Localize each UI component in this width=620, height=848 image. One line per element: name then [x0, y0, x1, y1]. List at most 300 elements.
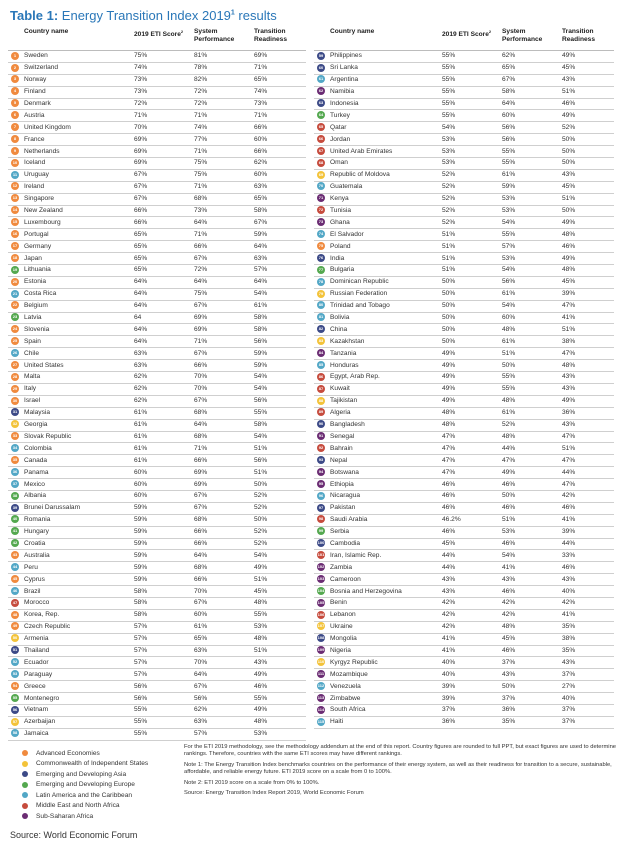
eti-cell: 50% — [442, 336, 502, 348]
country-cell: Jordan — [330, 134, 442, 146]
country-cell: Botswana — [330, 467, 442, 479]
region-dot-icon: 9 — [11, 147, 19, 155]
table-row — [8, 98, 306, 110]
rank-cell — [314, 443, 330, 455]
system-cell: 48% — [502, 324, 562, 336]
country-cell: Israel — [24, 395, 134, 407]
system-cell: 61% — [502, 288, 562, 300]
eti-cell: 63% — [134, 360, 194, 372]
eti-cell: 52% — [442, 217, 502, 229]
eti-cell: 62% — [134, 372, 194, 384]
table-row — [8, 704, 306, 716]
readiness-cell: 46% — [562, 562, 614, 574]
readiness-cell: 40% — [562, 586, 614, 598]
legend-label: Middle East and North Africa — [36, 802, 120, 810]
system-cell: 64% — [194, 217, 254, 229]
table-row — [314, 609, 614, 621]
table-row — [8, 193, 306, 205]
table-row — [314, 300, 614, 312]
region-dot-icon: 29 — [12, 385, 18, 391]
eti-cell: 64% — [134, 336, 194, 348]
country-cell: Jamaica — [24, 728, 134, 740]
region-legend — [22, 748, 182, 822]
table-row — [314, 193, 614, 205]
table-row — [8, 253, 306, 265]
readiness-cell: 52% — [254, 490, 306, 502]
eti-cell: 62% — [134, 383, 194, 395]
readiness-cell: 58% — [254, 419, 306, 431]
table-row — [314, 574, 614, 586]
readiness-cell: 43% — [562, 372, 614, 384]
region-dot-icon: 105 — [317, 599, 325, 605]
region-dot-icon: 69 — [318, 171, 324, 177]
readiness-cell: 60% — [254, 134, 306, 146]
table-row — [314, 597, 614, 609]
system-cell: 46% — [502, 586, 562, 598]
table-row — [8, 122, 306, 134]
table-row — [314, 265, 614, 277]
readiness-cell: 43% — [562, 419, 614, 431]
rank-cell — [8, 324, 24, 336]
table-row — [8, 574, 306, 586]
readiness-cell: 59% — [254, 348, 306, 360]
rank-cell — [8, 360, 24, 372]
eti-cell: 58% — [134, 609, 194, 621]
rank-cell — [314, 360, 330, 372]
readiness-cell: 37% — [562, 704, 614, 716]
readiness-cell: 65% — [254, 193, 306, 205]
readiness-cell: 46% — [562, 241, 614, 253]
eti-cell: 42% — [442, 597, 502, 609]
legend-dot-icon — [22, 761, 28, 767]
country-cell: Bahrain — [330, 443, 442, 455]
region-dot-icon: 88 — [318, 397, 324, 403]
eti-cell: 62% — [134, 395, 194, 407]
country-cell: Germany — [24, 241, 134, 253]
table-row — [8, 62, 306, 74]
region-dot-icon: 31 — [12, 409, 18, 415]
readiness-cell: 62% — [254, 158, 306, 170]
country-cell: Switzerland — [24, 62, 134, 74]
rank-cell — [8, 574, 24, 586]
rank-cell — [8, 443, 24, 455]
table-row — [8, 158, 306, 170]
table-row — [8, 562, 306, 574]
table-row — [8, 479, 306, 491]
country-cell: Portugal — [24, 229, 134, 241]
eti-cell: 73% — [134, 86, 194, 98]
table-row — [314, 669, 614, 681]
readiness-cell: 58% — [254, 324, 306, 336]
readiness-cell: 54% — [254, 288, 306, 300]
table-row — [314, 383, 614, 395]
country-cell: Haiti — [330, 716, 442, 728]
table-row — [314, 253, 614, 265]
eti-cell: 49% — [442, 348, 502, 360]
system-cell: 53% — [502, 253, 562, 265]
eti-cell: 51% — [442, 253, 502, 265]
system-cell: 48% — [502, 395, 562, 407]
eti-cell: 67% — [134, 193, 194, 205]
readiness-cell: 52% — [562, 122, 614, 134]
system-cell: 35% — [502, 716, 562, 728]
readiness-cell: 59% — [254, 360, 306, 372]
rank-cell — [314, 158, 330, 170]
readiness-cell: 54% — [254, 372, 306, 384]
region-dot-icon: 91 — [318, 433, 324, 439]
system-cell: 82% — [194, 74, 254, 86]
rank-cell — [8, 181, 24, 193]
region-dot-icon: 34 — [12, 445, 18, 451]
table-row — [314, 276, 614, 288]
system-cell: 69% — [194, 467, 254, 479]
rank-cell — [8, 645, 24, 657]
system-cell: 66% — [194, 538, 254, 550]
eti-cell: 60% — [134, 490, 194, 502]
readiness-cell: 51% — [562, 193, 614, 205]
eti-cell: 56% — [134, 693, 194, 705]
region-dot-icon: 56 — [12, 706, 18, 712]
readiness-cell: 46% — [562, 98, 614, 110]
rank-cell — [8, 479, 24, 491]
country-cell: Tanzania — [330, 348, 442, 360]
eti-cell: 55% — [134, 716, 194, 728]
readiness-cell: 63% — [254, 253, 306, 265]
eti-cell: 50% — [442, 324, 502, 336]
table-row — [314, 98, 614, 110]
rank-cell — [8, 669, 24, 681]
eti-cell: 73% — [134, 74, 194, 86]
eti-cell: 63% — [134, 348, 194, 360]
rank-cell — [8, 621, 24, 633]
rank-cell — [314, 300, 330, 312]
table-row — [314, 146, 614, 158]
table-row — [8, 621, 306, 633]
table-row — [8, 693, 306, 705]
country-cell: Nepal — [330, 455, 442, 467]
table-row — [8, 467, 306, 479]
table-row — [8, 514, 306, 526]
rank-cell — [8, 74, 24, 86]
system-cell: 68% — [194, 193, 254, 205]
readiness-cell: 48% — [562, 265, 614, 277]
region-dot-icon: 51 — [12, 647, 18, 653]
region-dot-icon: 97 — [318, 504, 324, 510]
eti-cell: 65% — [134, 241, 194, 253]
table-row — [314, 514, 614, 526]
eti-cell: 42% — [442, 609, 502, 621]
table-row — [314, 312, 614, 324]
system-cell: 64% — [502, 98, 562, 110]
rank-cell — [314, 479, 330, 491]
table-title-text: Energy Transition Index 2019 — [61, 8, 231, 23]
readiness-cell: 46% — [254, 681, 306, 693]
system-cell: 67% — [194, 597, 254, 609]
region-dot-icon: 62 — [318, 88, 324, 94]
country-cell: Singapore — [24, 193, 134, 205]
rank-cell — [8, 217, 24, 229]
rank-cell — [8, 455, 24, 467]
note-2: Note 2: ETI 2019 score on a scale from 0% to 100%. — [184, 779, 320, 786]
rank-cell — [8, 348, 24, 360]
country-cell: Venezuela — [330, 681, 442, 693]
rank-cell — [8, 276, 24, 288]
region-dot-icon: 106 — [317, 611, 325, 617]
rank-cell — [314, 609, 330, 621]
eti-cell: 57% — [134, 645, 194, 657]
system-cell: 56% — [502, 134, 562, 146]
region-dot-icon: 79 — [318, 290, 324, 296]
eti-cell: 46% — [442, 526, 502, 538]
readiness-cell: 51% — [254, 467, 306, 479]
country-cell: Guatemala — [330, 181, 442, 193]
rank-cell — [8, 419, 24, 431]
rank-cell — [314, 431, 330, 443]
legend-item — [22, 769, 182, 780]
system-cell: 53% — [502, 526, 562, 538]
rank-cell — [8, 110, 24, 122]
table-row — [314, 217, 614, 229]
eti-cell: 46% — [442, 502, 502, 514]
table-title-label: Table 1: — [10, 8, 59, 23]
country-cell: Cambodia — [330, 538, 442, 550]
country-cell: Cyprus — [24, 574, 134, 586]
rank-cell — [314, 348, 330, 360]
country-cell: Brazil — [24, 586, 134, 598]
eti-cell: 46% — [442, 479, 502, 491]
readiness-header: Transition Readiness — [562, 28, 614, 51]
rank-cell — [314, 276, 330, 288]
region-dot-icon: 111 — [317, 671, 325, 676]
rank-cell — [314, 526, 330, 538]
rank-cell — [8, 122, 24, 134]
system-cell: 67% — [194, 395, 254, 407]
country-cell: Qatar — [330, 122, 442, 134]
rank-cell — [314, 253, 330, 265]
system-cell: 75% — [194, 288, 254, 300]
rank-cell — [8, 146, 24, 158]
system-cell: 54% — [502, 217, 562, 229]
region-dot-icon: 85 — [318, 361, 324, 367]
eti-cell: 53% — [442, 146, 502, 158]
eti-cell: 44% — [442, 562, 502, 574]
table-row — [8, 360, 306, 372]
country-cell: Bolivia — [330, 312, 442, 324]
system-cell: 54% — [502, 265, 562, 277]
system-cell: 66% — [194, 241, 254, 253]
rank-cell — [8, 193, 24, 205]
system-cell: 70% — [194, 586, 254, 598]
eti-cell: 50% — [442, 276, 502, 288]
legend-item — [22, 801, 182, 812]
system-cell: 61% — [502, 336, 562, 348]
region-dot-icon: 78 — [318, 278, 324, 284]
table-row — [314, 526, 614, 538]
region-dot-icon: 5 — [11, 99, 19, 107]
notes — [184, 744, 616, 800]
rank-cell — [8, 336, 24, 348]
readiness-cell: 74% — [254, 86, 306, 98]
eti-cell: 71% — [134, 110, 194, 122]
region-dot-icon: 11 — [12, 171, 18, 177]
region-dot-icon: 77 — [318, 266, 324, 272]
table-row — [8, 348, 306, 360]
country-cell: Italy — [24, 383, 134, 395]
system-cell: 61% — [194, 621, 254, 633]
system-cell: 60% — [502, 110, 562, 122]
readiness-cell: 43% — [562, 74, 614, 86]
table-row — [8, 51, 306, 63]
table-row — [8, 657, 306, 669]
country-cell: Paraguay — [24, 669, 134, 681]
table-row — [8, 455, 306, 467]
eti-cell: 70% — [134, 122, 194, 134]
readiness-cell: 56% — [254, 455, 306, 467]
rank-cell — [8, 265, 24, 277]
rank-cell — [8, 205, 24, 217]
table-row — [314, 681, 614, 693]
eti-cell: 61% — [134, 455, 194, 467]
readiness-cell: 41% — [562, 312, 614, 324]
table-row — [314, 502, 614, 514]
region-dot-icon: 95 — [318, 480, 324, 486]
readiness-cell: 51% — [254, 645, 306, 657]
system-cell: 53% — [502, 193, 562, 205]
table-row — [8, 110, 306, 122]
eti-cell: 65% — [134, 229, 194, 241]
system-cell: 68% — [194, 562, 254, 574]
readiness-cell: 50% — [562, 134, 614, 146]
rank-cell — [314, 455, 330, 467]
eti-header-label: 2019 ETI Score — [442, 31, 489, 39]
system-cell: 67% — [194, 490, 254, 502]
readiness-cell: 42% — [562, 597, 614, 609]
system-cell: 70% — [194, 372, 254, 384]
system-cell: 67% — [194, 253, 254, 265]
rank-cell — [314, 716, 330, 728]
table-row — [8, 205, 306, 217]
table-row — [8, 633, 306, 645]
table-row — [314, 479, 614, 491]
eti-cell: 67% — [134, 181, 194, 193]
readiness-cell: 37% — [562, 716, 614, 728]
country-cell: Albania — [24, 490, 134, 502]
country-cell: Belgium — [24, 300, 134, 312]
table-row — [314, 288, 614, 300]
country-cell: Mongolia — [330, 633, 442, 645]
readiness-cell: 64% — [254, 276, 306, 288]
table-row — [314, 62, 614, 74]
system-cell: 46% — [502, 479, 562, 491]
system-cell: 42% — [502, 609, 562, 621]
readiness-cell: 50% — [254, 479, 306, 491]
eti-cell: 65% — [134, 265, 194, 277]
legend-label: Sub-Saharan Africa — [36, 812, 94, 820]
country-cell: Denmark — [24, 98, 134, 110]
system-cell: 56% — [502, 276, 562, 288]
rank-cell — [314, 419, 330, 431]
system-cell: 59% — [502, 181, 562, 193]
eti-cell: 61% — [134, 443, 194, 455]
country-cell: Sweden — [24, 51, 134, 63]
rank-cell — [314, 288, 330, 300]
region-dot-icon: 90 — [318, 421, 324, 427]
region-dot-icon: 101 — [317, 552, 325, 558]
eti-cell: 43% — [442, 586, 502, 598]
readiness-cell: 51% — [254, 574, 306, 586]
table-row — [8, 146, 306, 158]
rank-cell — [314, 146, 330, 158]
system-cell: 56% — [502, 122, 562, 134]
country-cell: Ethiopia — [330, 479, 442, 491]
eti-cell: 53% — [442, 158, 502, 170]
rank-cell — [8, 597, 24, 609]
region-dot-icon: 8 — [11, 135, 19, 143]
rank-cell — [8, 514, 24, 526]
eti-cell: 64% — [134, 288, 194, 300]
readiness-cell: 39% — [562, 526, 614, 538]
table-row — [8, 502, 306, 514]
readiness-cell: 55% — [254, 609, 306, 621]
country-cell: Netherlands — [24, 146, 134, 158]
country-cell: Pakistan — [330, 502, 442, 514]
country-cell: Argentina — [330, 74, 442, 86]
eti-cell: 59% — [134, 526, 194, 538]
legend-dot-icon — [22, 813, 28, 819]
legend-item — [22, 780, 182, 791]
readiness-cell: 50% — [562, 146, 614, 158]
system-cell: 70% — [194, 657, 254, 669]
region-dot-icon: 54 — [12, 682, 18, 688]
system-cell: 46% — [502, 502, 562, 514]
country-cell: Tajikistan — [330, 395, 442, 407]
table-row — [8, 324, 306, 336]
country-cell: Benin — [330, 597, 442, 609]
readiness-cell: 51% — [562, 86, 614, 98]
rank-cell — [314, 586, 330, 598]
country-cell: Ecuador — [24, 657, 134, 669]
system-cell: 67% — [194, 681, 254, 693]
region-dot-icon: 6 — [11, 111, 19, 119]
table-row — [314, 431, 614, 443]
region-dot-icon: 104 — [317, 587, 325, 593]
system-cell: 73% — [194, 205, 254, 217]
table-row — [8, 716, 306, 728]
table-row — [314, 169, 614, 181]
country-cell: Colombia — [24, 443, 134, 455]
system-cell: 66% — [194, 360, 254, 372]
region-dot-icon: 48 — [12, 611, 18, 617]
readiness-cell: 48% — [562, 229, 614, 241]
system-cell: 62% — [502, 51, 562, 63]
readiness-cell: 44% — [562, 467, 614, 479]
eti-cell: 45% — [442, 538, 502, 550]
region-dot-icon: 80 — [318, 302, 324, 308]
system-cell: 71% — [194, 336, 254, 348]
legend-dot-icon — [22, 750, 28, 756]
table-row — [314, 621, 614, 633]
system-cell: 46% — [502, 645, 562, 657]
table-title — [10, 8, 277, 23]
readiness-cell: 67% — [254, 217, 306, 229]
readiness-cell: 42% — [562, 490, 614, 502]
eti-cell: 60% — [134, 479, 194, 491]
region-dot-icon: 2 — [11, 64, 19, 72]
eti-cell: 69% — [134, 146, 194, 158]
note-1: Note 1: The Energy Transition Index benchmarks countries on the performance of their energy system, as well as their readiness for transition to a secure, sustainable, affordable, and reliable energy future. ETI 2019 score on a scale from 0 to 100%. — [184, 761, 612, 776]
eti-cell: 47% — [442, 443, 502, 455]
region-dot-icon: 73 — [318, 219, 324, 225]
